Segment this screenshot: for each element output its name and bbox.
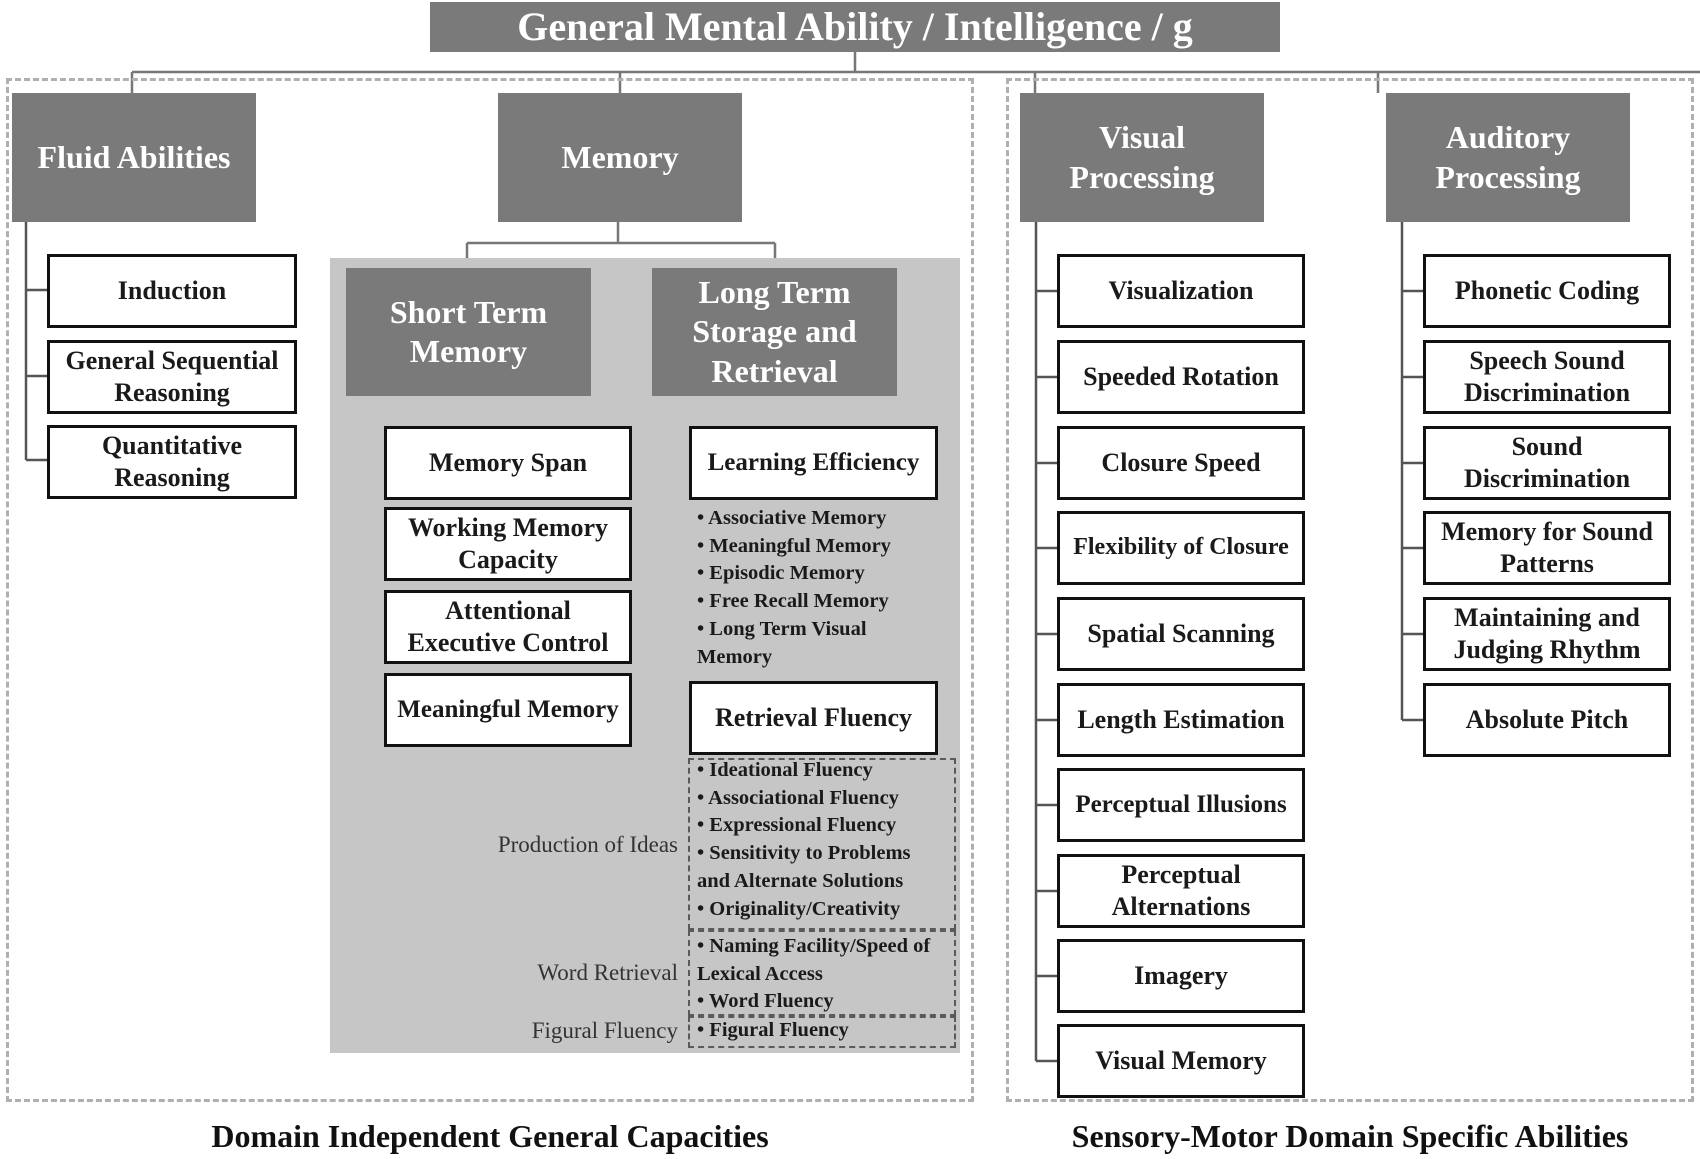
sensory-motor-label: Sensory-Motor Domain Specific Abilities (1071, 1118, 1629, 1154)
stm-item: Working Memory Capacity (384, 507, 632, 581)
bullet-item: • Associational Fluency (697, 786, 899, 809)
domain-independent-label: Domain Independent General Capacities (211, 1118, 769, 1154)
visual-item: Visual Memory (1057, 1024, 1305, 1098)
visual-item: Imagery (1057, 939, 1305, 1013)
bullet-item: • Long Term Visual (697, 617, 867, 640)
word-retrieval-label: Word Retrieval (537, 960, 678, 985)
bullet-item: • Associative Memory (697, 507, 887, 529)
bullet-item: • Free Recall Memory (697, 590, 889, 613)
bullet-item: Memory (697, 645, 773, 668)
word-retrieval-bullets (697, 933, 955, 1016)
visual-processing-box: Visual Processing (1020, 93, 1264, 222)
visual-item: Visualization (1057, 254, 1305, 328)
bullet-item: • Word Fluency (697, 990, 834, 1013)
visual-item: Flexibility of Closure (1057, 511, 1305, 585)
bullet-item: Lexical Access (697, 962, 823, 985)
learning-bullets (697, 505, 937, 671)
bullet-item: • Figural Fluency (697, 1019, 849, 1041)
visual-item: Speeded Rotation (1057, 340, 1305, 414)
bullet-item: • Originality/Creativity (697, 897, 901, 920)
figural-fluency-bullets (697, 1017, 955, 1045)
long-term-storage-box: Long Term Storage and Retrieval (652, 268, 897, 396)
figural-fluency-label: Figural Fluency (531, 1018, 678, 1043)
bullet-item: and Alternate Solutions (697, 869, 904, 892)
auditory-item: Sound Discrimination (1423, 426, 1671, 500)
auditory-item: Speech Sound Discrimination (1423, 340, 1671, 414)
auditory-processing-box: Auditory Processing (1386, 93, 1630, 222)
bullet-item: • Ideational Fluency (697, 759, 873, 781)
stm-item: Memory Span (384, 426, 632, 500)
bullet-item: • Expressional Fluency (697, 814, 897, 837)
production-bullets (697, 757, 955, 923)
visual-item: Perceptual Illusions (1057, 768, 1305, 842)
production-of-ideas-label: Production of Ideas (497, 832, 678, 857)
page-title: General Mental Ability / Intelligence / g (430, 2, 1280, 52)
stm-item: Attentional Executive Control (384, 590, 632, 664)
auditory-item: Phonetic Coding (1423, 254, 1671, 328)
bullet-item: • Episodic Memory (697, 562, 865, 585)
learning-efficiency-box: Learning Efficiency (689, 426, 938, 500)
stm-item: Meaningful Memory (384, 673, 632, 747)
bullet-item: • Sensitivity to Problems (697, 842, 911, 865)
bullet-item: • Meaningful Memory (697, 534, 891, 557)
fluid-abilities-box: Fluid Abilities (12, 93, 256, 222)
visual-item: Closure Speed (1057, 426, 1305, 500)
bullet-item: • Naming Facility/Speed of (697, 935, 931, 957)
auditory-item: Maintaining and Judging Rhythm (1423, 597, 1671, 671)
auditory-item: Absolute Pitch (1423, 683, 1671, 757)
auditory-item: Memory for Sound Patterns (1423, 511, 1671, 585)
fluid-item: Induction (47, 254, 297, 328)
visual-item: Perceptual Alternations (1057, 854, 1305, 928)
memory-box: Memory (498, 93, 742, 222)
visual-item: Length Estimation (1057, 683, 1305, 757)
retrieval-fluency-box: Retrieval Fluency (689, 681, 938, 755)
fluid-item: General Sequential Reasoning (47, 340, 297, 414)
fluid-item: Quantitative Reasoning (47, 425, 297, 499)
visual-item: Spatial Scanning (1057, 597, 1305, 671)
short-term-memory-box: Short Term Memory (346, 268, 591, 396)
